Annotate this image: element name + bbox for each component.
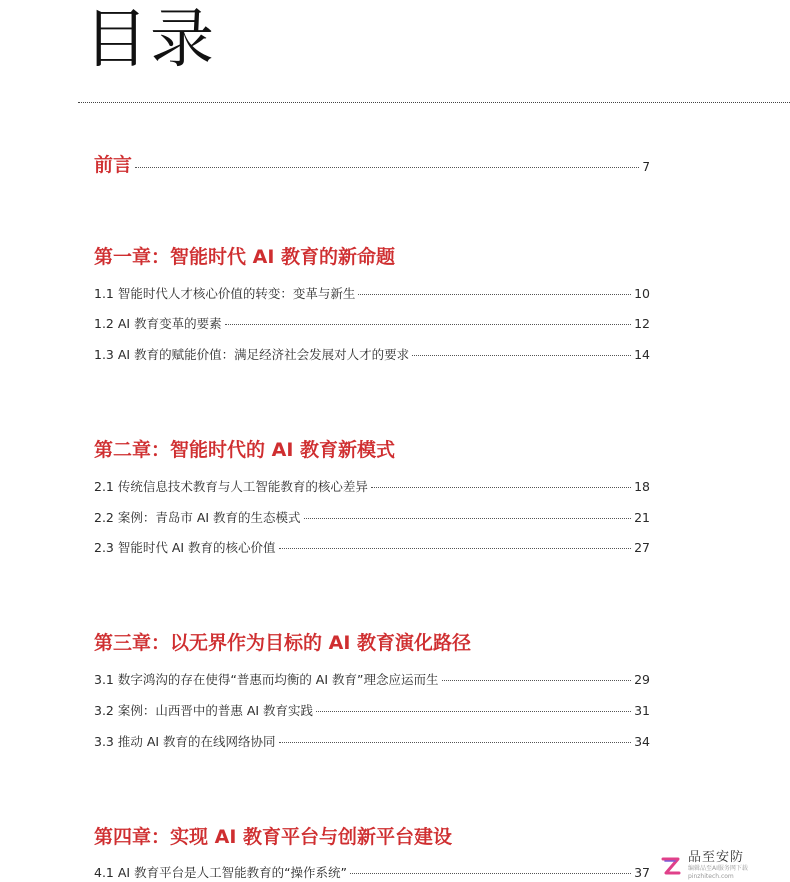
toc-entry-label: 1.2 AI 教育变革的要素 — [94, 316, 222, 331]
toc-entry[interactable] — [94, 477, 650, 495]
toc-entry[interactable] — [94, 314, 650, 332]
watermark-name: 品至安防 — [688, 850, 745, 865]
toc-page-number: 14 — [634, 347, 650, 362]
toc-entry-label: 2.2 案例：青岛市 AI 教育的生态模式 — [94, 510, 301, 525]
toc-entry[interactable] — [94, 732, 650, 750]
toc-page-number: 10 — [634, 286, 650, 301]
toc-entry-label: 4.1 AI 教育平台是人工智能教育的“操作系统” — [94, 865, 348, 880]
dot-leader — [358, 294, 631, 295]
z-logo-icon — [660, 855, 682, 877]
toc-entry-label: 3.1 数字鸿沟的存在使得“普惠而均衡的 AI 教育”理念应运而生 — [94, 672, 439, 687]
toc-entry[interactable] — [94, 538, 650, 556]
toc-entry[interactable] — [94, 701, 650, 719]
dot-leader — [371, 487, 631, 488]
toc-page-number: 27 — [634, 540, 650, 555]
dot-leader — [316, 711, 631, 712]
dot-leader — [279, 742, 632, 743]
toc-entry-label: 3.2 案例：山西晋中的普惠 AI 教育实践 — [94, 703, 314, 718]
toc-entry[interactable] — [94, 863, 650, 881]
chapter-heading[interactable]: 第四章：实现 AI 教育平台与创新平台建设 — [94, 826, 453, 848]
toc-preface[interactable] — [94, 150, 650, 177]
toc-page-number: 29 — [634, 672, 650, 687]
toc-page-number: 37 — [634, 865, 650, 880]
dot-leader — [279, 548, 632, 549]
dot-leader — [304, 518, 632, 519]
toc-entry[interactable] — [94, 508, 650, 526]
toc-entry[interactable] — [94, 670, 650, 688]
toc-entry[interactable] — [94, 345, 650, 363]
title-divider — [78, 102, 790, 103]
dot-leader — [225, 324, 632, 325]
dot-leader — [412, 355, 631, 356]
dot-leader — [350, 873, 631, 874]
toc-page-number: 31 — [634, 703, 650, 718]
watermark — [660, 852, 788, 880]
toc-entry-label: 1.1 智能时代人才核心价值的转变：变革与新生 — [94, 286, 356, 301]
toc-entry-label: 2.3 智能时代 AI 教育的核心价值 — [94, 540, 276, 555]
toc-entry-label: 2.1 传统信息技术教育与人工智能教育的核心差异 — [94, 479, 368, 494]
toc-page-number: 34 — [634, 734, 650, 749]
dot-leader — [442, 680, 632, 681]
toc-page-number: 7 — [642, 160, 650, 174]
dot-leader — [135, 167, 639, 168]
toc-entry-label: 3.3 推动 AI 教育的在线网络协同 — [94, 734, 276, 749]
toc-page-number: 12 — [634, 316, 650, 331]
toc-page-number: 21 — [634, 510, 650, 525]
watermark-url: 编辑品至AI服务网下载pinzhitech.com — [688, 865, 748, 880]
page-title: 目录 — [84, 3, 216, 77]
toc-entry-label: 1.3 AI 教育的赋能价值：满足经济社会发展对人才的要求 — [94, 347, 410, 362]
toc-page-number: 18 — [634, 479, 650, 494]
toc-preface-label: 前言 — [94, 154, 133, 176]
chapter-heading[interactable]: 第二章：智能时代的 AI 教育新模式 — [94, 439, 396, 461]
chapter-heading[interactable]: 第一章：智能时代 AI 教育的新命题 — [94, 246, 396, 268]
toc-entry[interactable] — [94, 284, 650, 302]
chapter-heading[interactable]: 第三章：以无界作为目标的 AI 教育演化路径 — [94, 632, 472, 654]
